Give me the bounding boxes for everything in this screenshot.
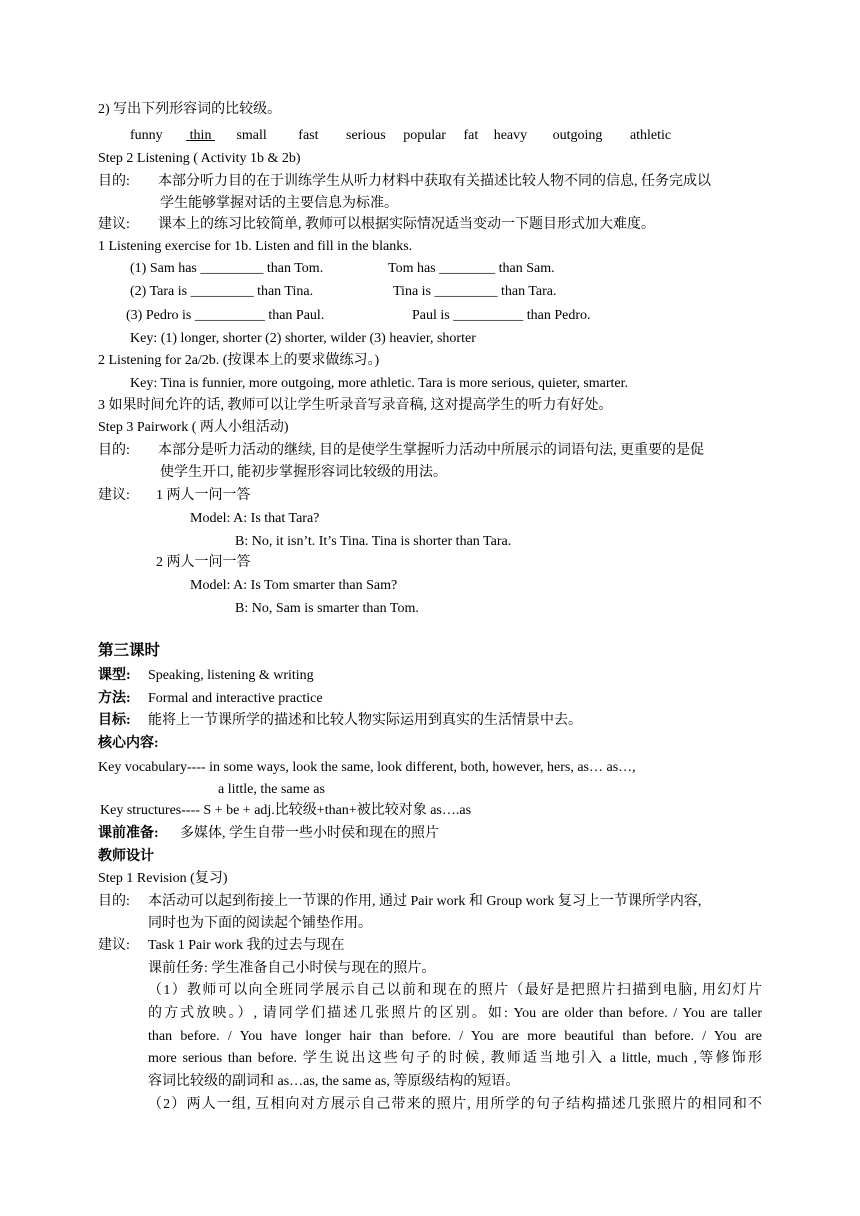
blank-question: (3) Pedro is __________ than Paul. [126,308,325,323]
adjective: serious [346,128,386,143]
purpose-text: 本活动可以起到衔接上一节课的作用, 通过 Pair work 和 Group work 复习上一节课所学内容, [148,894,702,909]
adjective: outgoing [552,128,603,143]
purpose-text: 学生能够掌握对话的主要信息为标准。 [160,196,398,211]
lesson-type-label: 课型: [98,668,131,683]
purpose-text: 使学生开口, 能初步掌握形容词比较级的用法。 [160,465,447,480]
key-structures: Key structures---- S + be + adj.比较级+than+被比较对象 as….as [100,803,472,818]
task-1-heading: Task 1 Pair work 我的过去与现在 [148,938,345,953]
paragraph-line: （1）教师可以向全班同学展示自己以前和现在的照片（最好是把照片扫描到电脑, 用幻灯片 [148,983,762,998]
blank-question: Tina is _________ than Tara. [393,284,557,299]
key-vocabulary: Key vocabulary---- in some ways, look the same, look different, both, however, hers, as… as…, [98,760,636,775]
lesson-3-heading: 第三课时 [98,642,161,659]
step-1-heading: Step 1 Revision (复习) [98,871,228,886]
blank-question: Paul is __________ than Pedro. [412,308,591,323]
model-dialogue: Model: A: Is that Tara? [190,511,320,526]
purpose-text: 本部分听力目的在于训练学生从听力材料中获取有关描述比较人物不同的信息, 任务完成以 [158,174,711,189]
paragraph-line: than before. / You have longer hair than before. / You are more beautiful than before. / You are [148,1029,762,1044]
exercise-2-heading: 2) 写出下列形容词的比较级。 [98,102,282,117]
adjective: athletic [629,128,672,143]
suggestion-label: 建议: [98,938,130,953]
preparation-value: 多媒体, 学生自带一些小时侯和现在的照片 [180,826,439,841]
suggestion-item: 2 两人一问一答 [156,555,251,570]
adjective: fast [298,128,319,143]
listening-exercise-1: 1 Listening exercise for 1b. Listen and fill in the blanks. [98,239,413,254]
blank-question: Tom has ________ than Sam. [388,261,555,276]
answer-key: Key: Tina is funnier, more outgoing, more athletic. Tara is more serious, quieter, smarter. [130,376,629,391]
key-vocabulary-cont: a little, the same as [218,782,325,797]
pre-class-task: 课前任务: 学生准备自己小时侯与现在的照片。 [148,961,436,976]
adjective-list [130,127,671,145]
adjective: funny [130,128,163,143]
paragraph-line: more serious than before. 学生说出这些句子的时候, 教师适当地引入 a little, much ,等修饰形 [148,1051,762,1066]
adjective: thin [189,128,212,143]
purpose-text: 本部分是听力活动的继续, 目的是使学生掌握听力活动中所展示的词语句法, 更重要的是促 [158,443,704,458]
blank-question: (2) Tara is _________ than Tina. [130,284,314,299]
blank-question: (1) Sam has _________ than Tom. [130,261,324,276]
preparation-label: 课前准备: [98,826,159,841]
suggestion-label: 建议: [98,217,130,232]
goal-label: 目标: [98,713,131,728]
purpose-label: 目的: [98,443,130,458]
adjective: small [236,128,267,143]
goal-value: 能将上一节课所学的描述和比较人物实际运用到真实的生活情景中去。 [148,713,582,728]
paragraph-line: 容词比较级的副词和 as…as, the same as, 等原级结构的短语。 [148,1074,520,1089]
lesson-type-value: Speaking, listening & writing [148,668,314,683]
adjective: fat [463,128,479,143]
method-value: Formal and interactive practice [148,691,323,706]
listening-exercise-2: 2 Listening for 2a/2b. (按课本上的要求做练习。) [98,353,380,368]
purpose-label: 目的: [98,174,130,189]
teacher-design-label: 教师设计 [98,849,154,864]
paragraph-line: （2）两人一组, 互相向对方展示自己带来的照片, 用所学的句子结构描述几张照片的相同和不 [148,1097,762,1112]
paragraph-line: 的方式放映。）, 请同学们描述几张照片的区别。如: You are older than before. / You are taller [148,1006,762,1021]
adjective: popular [403,128,446,143]
suggestion-label: 建议: [98,488,130,503]
answer-key: Key: (1) longer, shorter (2) shorter, wilder (3) heavier, shorter [130,331,476,346]
purpose-label: 目的: [98,894,130,909]
core-content-label: 核心内容: [98,736,159,751]
adjective: heavy [493,128,528,143]
method-label: 方法: [98,691,131,706]
step-3-heading: Step 3 Pairwork ( 两人小组活动) [98,420,289,435]
model-dialogue: B: No, Sam is smarter than Tom. [235,601,419,616]
suggestion-text: 课本上的练习比较简单, 教师可以根据实际情况适当变动一下题目形式加大难度。 [158,217,655,232]
suggestion-item: 1 两人一问一答 [156,488,251,503]
step-2-heading: Step 2 Listening ( Activity 1b & 2b) [98,151,301,166]
listening-exercise-3: 3 如果时间允许的话, 教师可以让学生听录音写录音稿, 这对提高学生的听力有好处。 [98,398,613,413]
model-dialogue: B: No, it isn’t. It’s Tina. Tina is shorter than Tara. [235,534,512,549]
purpose-text: 同时也为下面的阅读起个铺垫作用。 [148,916,372,931]
model-dialogue: Model: A: Is Tom smarter than Sam? [190,578,398,593]
